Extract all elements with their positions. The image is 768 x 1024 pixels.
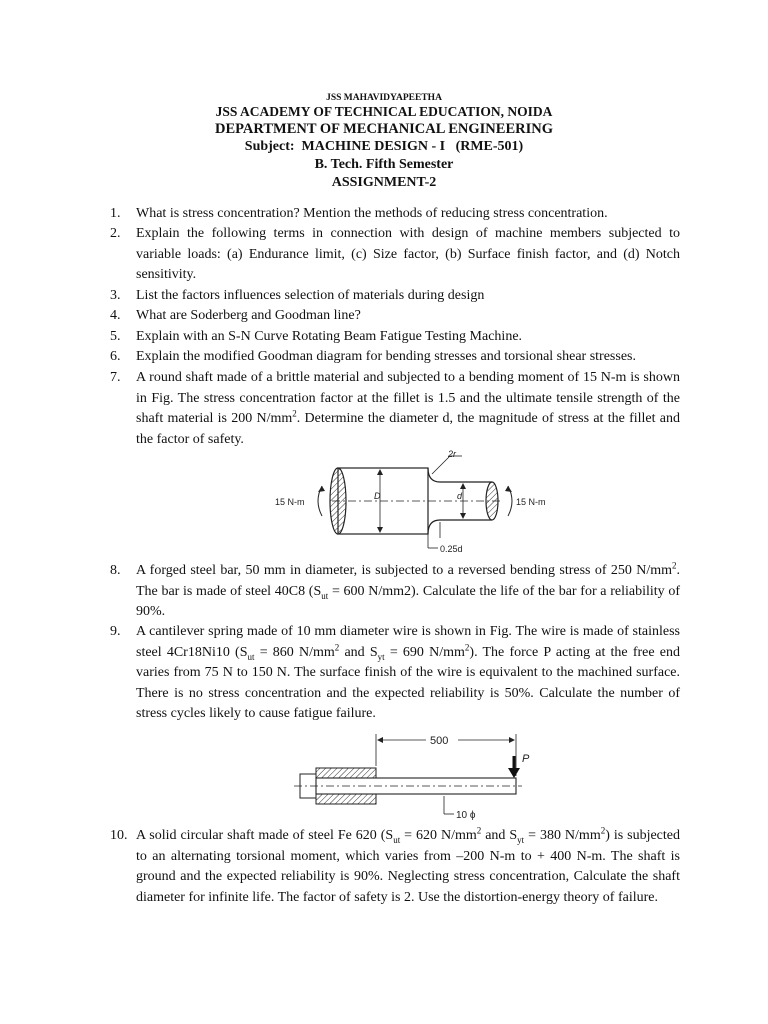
subject-line: Subject: MACHINE DESIGN - I (RME-501): [244, 139, 524, 154]
question-3: [110, 286, 680, 307]
label-P: P: [522, 753, 530, 765]
question-2: [110, 224, 680, 286]
department-name: DEPARTMENT OF MECHANICAL ENGINEERING: [215, 121, 553, 137]
question-5: [110, 327, 680, 348]
label-diameter: 10 ϕ: [456, 810, 476, 821]
org-name: JSS MAHAVIDYAPEETHA: [326, 93, 442, 103]
question-1: [110, 204, 680, 225]
question-number: 10.: [110, 828, 128, 843]
question-text: What are Soderberg and Goodman line?: [136, 308, 361, 323]
question-text: A forged steel bar, 50 mm in diameter, is subjected to a reversed bending stress of 250 $N/mm^2$. The bar is made of steel 40C8 ($S_{ut} = 600$ N/mm2). Calculate the life of the bar for a reliability of 90%.: [136, 560, 680, 619]
question-text: Explain with an S-N Curve Rotating Beam Fatigue Testing Machine.: [136, 329, 523, 344]
moment-left-label: 15 N-m: [275, 497, 305, 507]
question-text: A solid circular shaft made of steel Fe 620 ($S_{ut} = 620$ $N/mm^2$ and $S_{yt} = 380$ $N/mm^2$) is subjected to an alternating torsional moment, which varies from –200 N-m to + 400 N-m. The shaft is ground and the expected reliability is 90%. Neglecting stress concentration, Calculate the shaft diameter for infinite life. The factor of safety is 2. Use the distortion-energy theory of failure.: [136, 825, 680, 905]
question-number: 2.: [110, 226, 121, 241]
question-text: A round shaft made of a brittle material and subjected to a bending moment of 15 N-m is shown in Fig. The stress concentration factor at the fillet is 1.5 and the ultimate tensile strength of the shaft material is 200 $N/mm^2$. Determine the diameter d, the magnitude of stress at the fillet and the factor of safety.: [136, 370, 680, 447]
semester-line: B. Tech. Fifth Semester: [314, 157, 454, 172]
question-4: [110, 306, 680, 327]
question-10: [110, 826, 680, 908]
label-D: D: [374, 491, 381, 501]
question-number: 9.: [110, 624, 121, 639]
question-number: 8.: [110, 563, 121, 578]
question-number: 4.: [110, 308, 121, 323]
cantilever-spring-figure: [290, 730, 550, 822]
question-text: List the factors influences selection of materials during design: [136, 288, 485, 303]
institution-name: JSS ACADEMY OF TECHNICAL EDUCATION, NOIDA: [215, 104, 553, 119]
label-d: d: [457, 491, 463, 501]
question-text: Explain the following terms in connection with design of machine members subjected to variable loads: (a) Endurance limit, (c) Size factor, (b) Surface finish factor, and (d) Notch sensitivity.: [136, 226, 680, 282]
question-number: 1.: [110, 206, 121, 221]
question-number: 6.: [110, 349, 121, 364]
question-6: [110, 347, 680, 368]
label-0-25d: 0.25d: [440, 544, 463, 554]
question-text: A cantilever spring made of 10 mm diameter wire is shown in Fig. The wire is made of stainless steel 4Cr18Ni10 ($S_{ut} = 860$ $N/mm^2$ and $S_{yt} = 690$ $N/mm^2$). The force P acting at the free end varies from 75 N to 150 N. The surface finish of the wire is equivalent to the machined surface. There is no stress concentration and the expected reliability is 50%. Calculate the number of stress cycles likely to cause fatigue failure.: [136, 624, 680, 721]
question-number: 3.: [110, 288, 121, 303]
assignment-title: ASSIGNMENT-2: [331, 175, 437, 190]
label-500: 500: [430, 735, 449, 747]
question-9: [110, 622, 680, 725]
question-number: 7.: [110, 370, 121, 385]
question-8: [110, 561, 680, 623]
moment-right-label: 15 N-m: [516, 497, 546, 507]
question-text: What is stress concentration? Mention the methods of reducing stress concentration.: [136, 206, 608, 221]
question-number: 5.: [110, 329, 121, 344]
stepped-shaft-figure: [270, 448, 570, 558]
question-7: [110, 368, 680, 450]
question-text: Explain the modified Goodman diagram for bending stresses and torsional shear stresses.: [136, 349, 636, 364]
label-2r: 2r: [448, 449, 457, 459]
